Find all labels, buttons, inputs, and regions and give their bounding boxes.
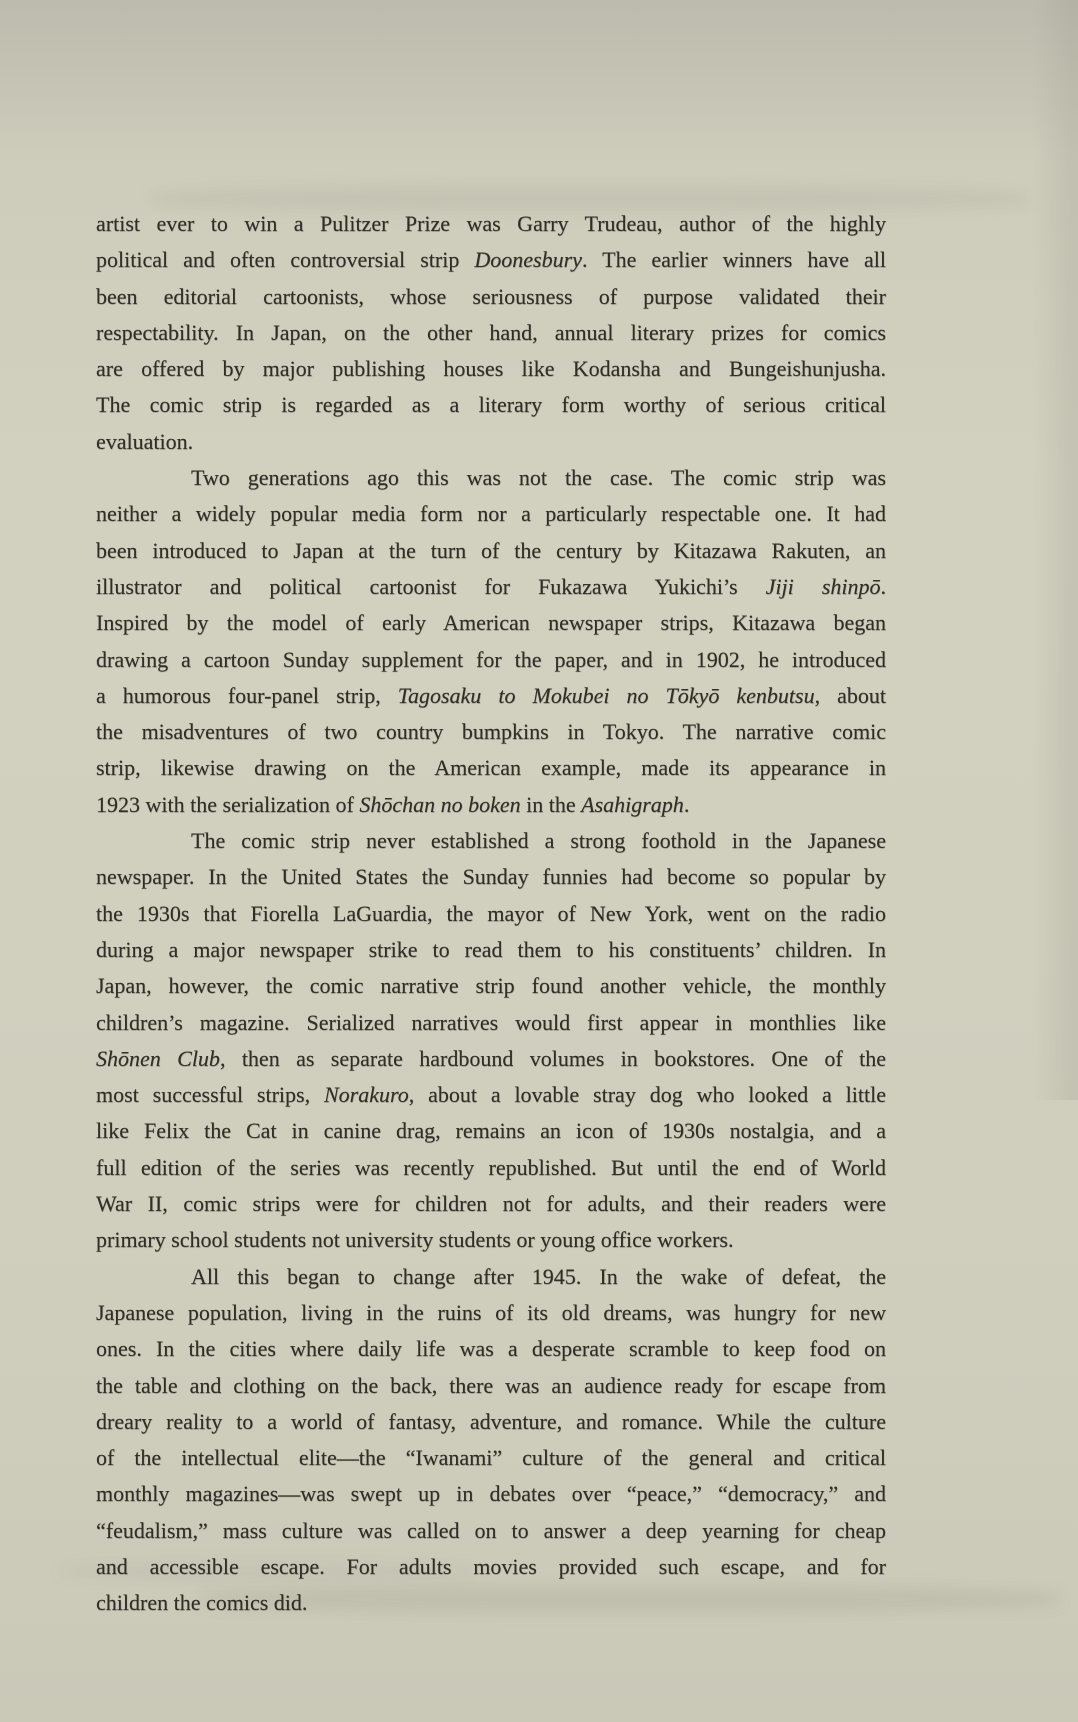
text-line	[96, 206, 886, 242]
text-segment: children the comics did.	[96, 1590, 308, 1616]
text-segment: most successful strips,	[96, 1082, 324, 1108]
text-segment: during a major newspaper strike to read them to his constituents’ children. In	[96, 936, 886, 962]
text-segment: are offered by major publishing houses like Kodansha and Bungeishunjusha.	[96, 356, 886, 382]
text-segment: primary school students not university students or young office workers.	[96, 1227, 734, 1253]
text-line	[96, 859, 886, 895]
text-segment: evaluation.	[96, 428, 194, 454]
text-segment: the table and clothing on the back, there was an audience ready for escape from	[96, 1372, 886, 1398]
text-line	[96, 1513, 886, 1549]
text-line	[96, 1476, 886, 1512]
text-line	[96, 533, 886, 569]
text-line	[96, 823, 886, 859]
text-segment: , about	[814, 682, 887, 708]
text-line	[96, 1331, 886, 1367]
text-segment: of the intellectual elite—the “Iwanami” culture of the general and critical	[96, 1445, 886, 1471]
text-line	[96, 678, 886, 714]
text-line	[96, 714, 886, 750]
text-line	[96, 569, 886, 605]
text-segment: neither a widely popular media form nor a particularly respectable one. It had	[96, 501, 886, 527]
italic-text: Shōnen Club	[96, 1045, 220, 1071]
text-line	[96, 1077, 886, 1113]
paragraph	[96, 460, 886, 823]
text-line	[96, 1440, 886, 1476]
text-segment: been editorial cartoonists, whose seriousness of purpose validated their	[96, 283, 886, 309]
text-line	[96, 750, 886, 786]
scan-top-shadow	[0, 0, 1078, 150]
text-segment: “feudalism,” mass culture was called on to answer a deep yearning for cheap	[96, 1517, 886, 1543]
paragraph	[96, 1259, 886, 1622]
text-line	[96, 1113, 886, 1149]
text-line	[96, 605, 886, 641]
text-segment: political and often controversial strip	[96, 247, 475, 273]
text-segment: , then as separate hardbound volumes in bookstores. One of the	[219, 1045, 886, 1071]
text-segment: respectability. In Japan, on the other hand, annual literary prizes for comics	[96, 319, 886, 345]
text-line	[96, 1186, 886, 1222]
italic-text: Norakuro	[323, 1082, 409, 1108]
text-line	[96, 460, 886, 496]
italic-text: Doonesbury	[474, 247, 582, 273]
text-line	[96, 787, 886, 823]
page-text	[96, 206, 886, 1622]
text-segment: the 1930s that Fiorella LaGuardia, the mayor of New York, went on the radio	[96, 900, 886, 926]
text-line	[96, 1585, 886, 1621]
text-segment: 1923 with the serialization of	[96, 791, 360, 817]
text-segment: been introduced to Japan at the turn of the century by Kitazawa Rakuten, an	[96, 537, 886, 563]
text-segment: . The earlier winners have all	[581, 247, 886, 273]
text-segment: illustrator and political cartoonist for Fukazawa Yukichi’s	[96, 573, 766, 599]
text-line	[96, 387, 886, 423]
text-line	[96, 351, 886, 387]
text-segment: drawing a cartoon Sunday supplement for the paper, and in 1902, he introduced	[96, 646, 886, 672]
text-line	[96, 242, 886, 278]
text-line	[96, 1041, 886, 1077]
text-line	[96, 1150, 886, 1186]
text-segment: Two generations ago this was not the case. The comic strip was	[191, 465, 886, 491]
text-segment: the misadventures of two country bumpkins in Tokyo. The narrative comic	[96, 719, 886, 745]
text-segment: The comic strip never established a strong foothold in the Japanese	[191, 828, 886, 854]
text-line	[96, 1549, 886, 1585]
text-line	[96, 315, 886, 351]
text-line	[96, 1404, 886, 1440]
text-segment: in the	[520, 791, 582, 817]
text-line	[96, 896, 886, 932]
text-segment: .	[683, 791, 690, 817]
text-segment: children’s magazine. Serialized narratives would first appear in monthlies like	[96, 1009, 886, 1035]
text-segment: Japanese population, living in the ruins of its old dreams, was hungry for new	[96, 1299, 886, 1325]
paragraph	[96, 823, 886, 1259]
text-line	[96, 424, 886, 460]
text-line	[96, 279, 886, 315]
text-segment: strip, likewise drawing on the American example, made its appearance in	[96, 755, 886, 781]
text-segment: War II, comic strips were for children not for adults, and their readers were	[96, 1191, 886, 1217]
text-line	[96, 1368, 886, 1404]
scan-right-edge-shadow	[1032, 0, 1078, 1100]
text-segment: monthly magazines—was swept up in debates over “peace,” “democracy,” and	[96, 1481, 886, 1507]
text-segment: Inspired by the model of early American newspaper strips, Kitazawa began	[96, 610, 886, 636]
text-segment: .	[880, 573, 887, 599]
text-line	[96, 1295, 886, 1331]
text-line	[96, 1222, 886, 1258]
text-segment: Japan, however, the comic narrative strip found another vehicle, the monthly	[96, 973, 886, 999]
text-line	[96, 496, 886, 532]
italic-text: Tagosaku to Mokubei no Tōkyō kenbutsu	[397, 682, 815, 708]
text-line	[96, 968, 886, 1004]
text-segment: ones. In the cities where daily life was a desperate scramble to keep food on	[96, 1336, 886, 1362]
text-segment: a humorous four-panel strip,	[96, 682, 398, 708]
text-line	[96, 642, 886, 678]
text-segment: and accessible escape. For adults movies provided such escape, and for	[96, 1553, 886, 1579]
text-line	[96, 1005, 886, 1041]
text-segment: The comic strip is regarded as a literary form worthy of serious critical	[96, 392, 886, 418]
text-line	[96, 932, 886, 968]
text-segment: All this began to change after 1945. In the wake of defeat, the	[191, 1263, 886, 1289]
text-segment: like Felix the Cat in canine drag, remains an icon of 1930s nostalgia, and a	[96, 1118, 886, 1144]
italic-text: Shōchan no boken	[359, 791, 521, 817]
text-segment: full edition of the series was recently republished. But until the end of World	[96, 1154, 886, 1180]
paragraph	[96, 206, 886, 460]
italic-text: Asahigraph	[581, 791, 684, 817]
text-segment: dreary reality to a world of fantasy, adventure, and romance. While the culture	[96, 1408, 886, 1434]
text-line	[96, 1259, 886, 1295]
text-segment: , about a lovable stray dog who looked a little	[408, 1082, 886, 1108]
text-segment: newspaper. In the United States the Sunday funnies had become so popular by	[96, 864, 886, 890]
text-segment: artist ever to win a Pulitzer Prize was Garry Trudeau, author of the highly	[96, 211, 886, 236]
italic-text: Jiji shinpō	[765, 573, 881, 599]
